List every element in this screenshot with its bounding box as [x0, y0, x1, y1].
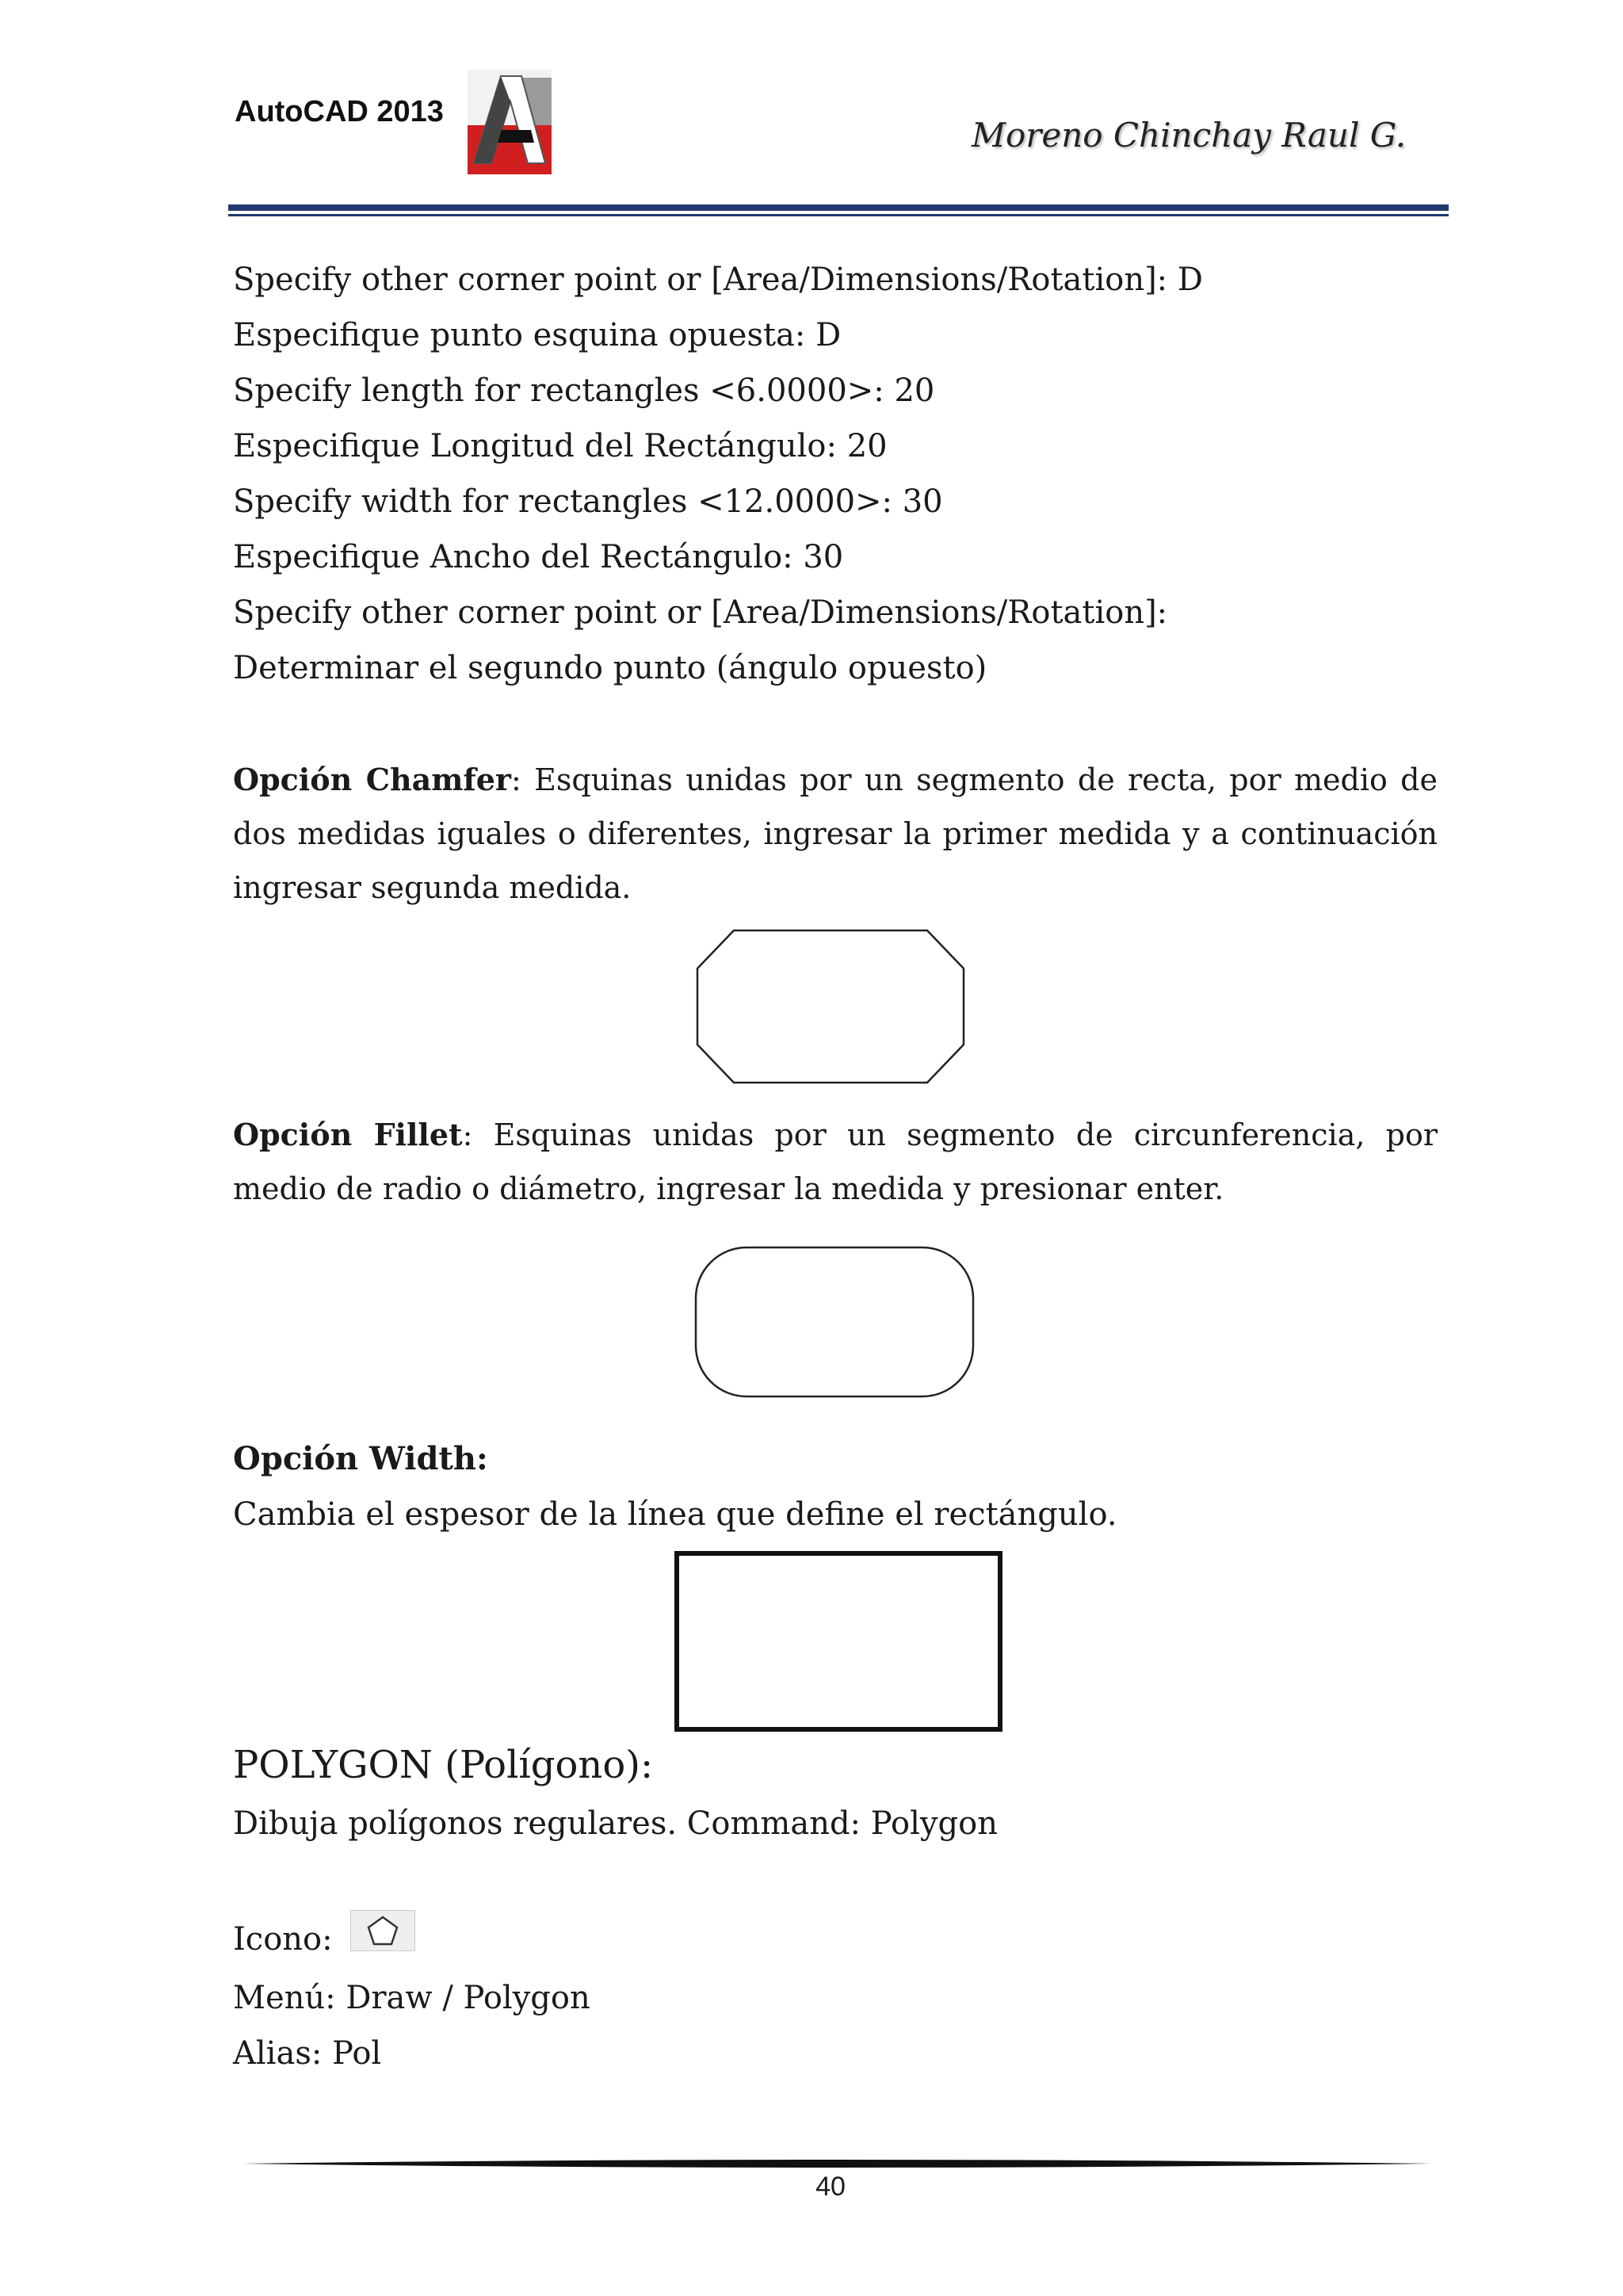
width-label: Opción Width:	[233, 1440, 488, 1477]
command-line: Specify length for rectangles <6.0000>: 20	[233, 372, 935, 409]
fillet-text: : Esquinas unidas por un segmento de circunferencia, por medio de radio o diámetro, ingresar la medida y presionar enter.	[233, 1117, 1438, 1206]
page-number: 40	[815, 2172, 846, 2202]
command-line: Especifique Ancho del Rectángulo: 30	[233, 539, 844, 575]
command-line: Specify other corner point or [Area/Dimensions/Rotation]:	[233, 594, 1168, 631]
header-rule-thin	[228, 214, 1449, 216]
width-text: Cambia el espesor de la línea que define el rectángulo.	[233, 1496, 1117, 1533]
chamfer-label: Opción Chamfer	[233, 762, 511, 797]
header-author: Moreno Chinchay Raul G.	[972, 116, 1407, 155]
autocad-logo-icon	[468, 70, 552, 174]
command-line: Especifique punto esquina opuesta: D	[233, 317, 842, 353]
header-product: AutoCAD 2013	[235, 95, 444, 128]
polygon-icon-row	[233, 1912, 415, 1967]
polygon-description: Dibuja polígonos regulares. Command: Polygon	[233, 1805, 998, 1842]
chamfer-text: : Esquinas unidas por un segmento de recta, por medio de dos medidas iguales o diferentes, ingresar la primer medida y a continuación ingresar segunda medida.	[233, 762, 1438, 905]
command-line: Especifique Longitud del Rectángulo: 20	[233, 428, 888, 464]
polygon-menu: Menú: Draw / Polygon	[233, 1980, 590, 2016]
command-line: Determinar el segundo punto (ángulo opuesto)	[233, 650, 987, 686]
polygon-alias: Alias: Pol	[233, 2035, 382, 2072]
polygon-heading: POLYGON (Polígono):	[233, 1743, 654, 1787]
header-rule-thick	[228, 204, 1449, 211]
command-line: Specify other corner point or [Area/Dimensions/Rotation]: D	[233, 262, 1203, 298]
fillet-rectangle-figure	[693, 1244, 976, 1400]
fillet-label: Opción Fillet	[233, 1117, 463, 1152]
width-rectangle-figure	[674, 1550, 1003, 1733]
polygon-icon-label: Icono:	[233, 1921, 333, 1958]
command-line: Specify width for rectangles <12.0000>: 30	[233, 483, 943, 520]
chamfer-paragraph	[233, 753, 1438, 915]
chamfer-rectangle-figure	[693, 927, 968, 1086]
pentagon-icon	[350, 1910, 415, 1951]
fillet-paragraph	[233, 1108, 1438, 1216]
footer-rule	[242, 2154, 1431, 2173]
